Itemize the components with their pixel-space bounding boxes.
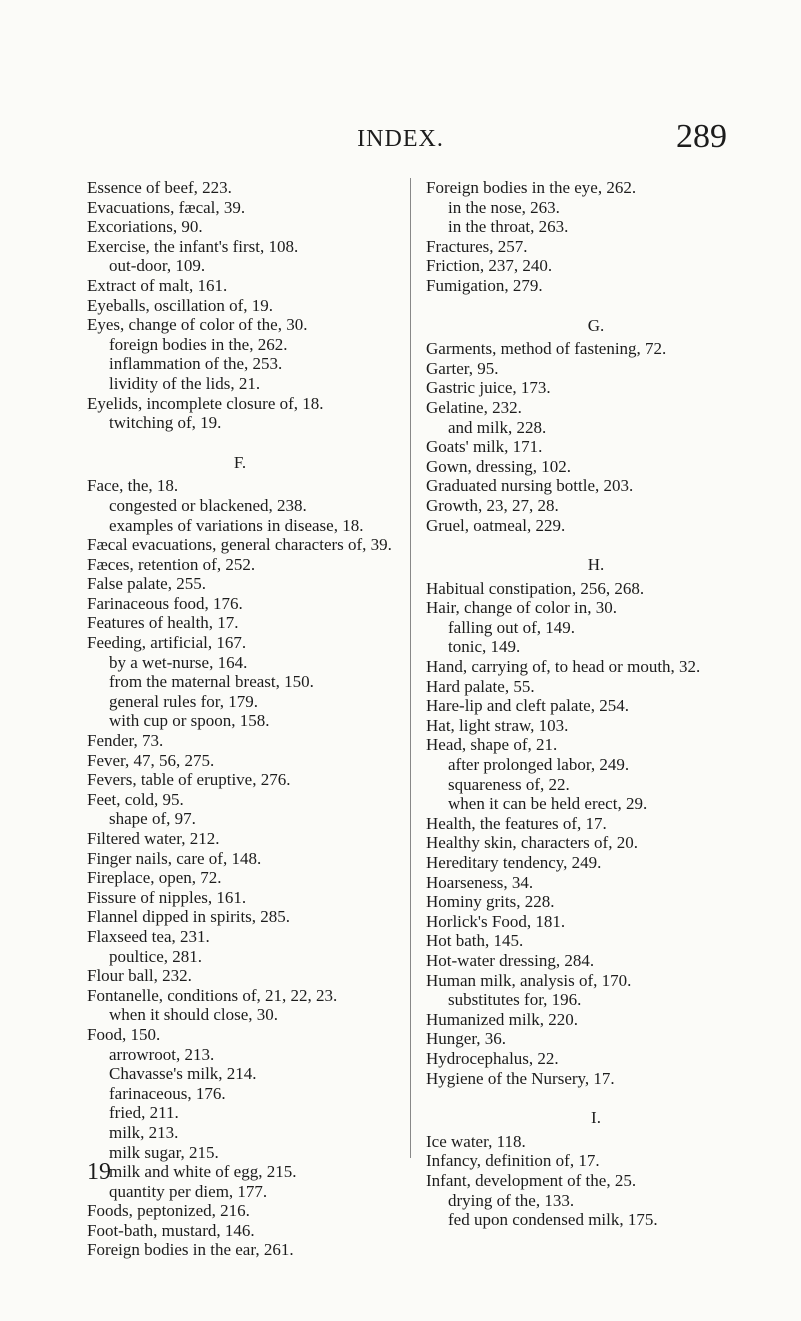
index-entry: Farinaceous food, 176.: [87, 593, 243, 613]
column-divider: [410, 178, 411, 1158]
index-entry: Gelatine, 232.: [426, 397, 522, 417]
index-subentry: quantity per diem, 177.: [109, 1181, 268, 1201]
entries-i: [426, 1132, 766, 1230]
index-entry: Healthy skin, characters of, 20.: [426, 833, 638, 853]
index-entry: Extract of malt, 161.: [87, 275, 228, 295]
signature-mark: 19: [87, 1159, 111, 1185]
index-subentry: farinaceous, 176.: [109, 1083, 226, 1103]
index-entry: Feeding, artificial, 167.: [87, 633, 247, 653]
entries-e: [87, 178, 393, 433]
index-subentry: Chavasse's milk, 214.: [109, 1064, 257, 1084]
section-letter-i: I.: [591, 1108, 601, 1128]
index-entry: Hominy grits, 228.: [426, 892, 555, 912]
section-letter-g: G.: [587, 315, 605, 335]
index-subentry: when it can be held erect, 29.: [448, 794, 648, 814]
entries-f: [87, 476, 393, 1260]
index-entry: Infant, development of the, 25.: [426, 1170, 637, 1190]
index-entry: Feet, cold, 95.: [87, 789, 184, 809]
index-entry: Hard palate, 55.: [426, 676, 535, 696]
index-entry: Health, the features of, 17.: [426, 813, 607, 833]
index-subentry: twitching of, 19.: [109, 413, 222, 433]
index-subentry: general rules for, 179.: [109, 691, 258, 711]
index-entry: Fireplace, open, 72.: [87, 868, 222, 888]
index-entry: Flannel dipped in spirits, 285.: [87, 907, 291, 927]
index-subentry: and milk, 228.: [448, 417, 547, 437]
index-entry: Filtered water, 212.: [87, 829, 220, 848]
index-entry: Fissure of nipples, 161.: [87, 887, 247, 907]
index-entry: Infancy, definition of, 17.: [426, 1151, 600, 1171]
index-entry: Flaxseed tea, 231.: [87, 926, 210, 946]
index-entry: Hare-lip and cleft palate, 254.: [426, 696, 629, 716]
index-subentry: foreign bodies in the, 262.: [109, 334, 288, 354]
index-entry: Hereditary tendency, 249.: [426, 853, 602, 872]
index-entry: Hygiene of the Nursery, 17.: [426, 1068, 615, 1088]
index-subentry: milk and white of egg, 215.: [109, 1162, 297, 1182]
index-subentry: substitutes for, 196.: [448, 990, 582, 1010]
index-entry: Fever, 47, 56, 275.: [87, 750, 215, 770]
index-subentry: examples of variations in disease, 18.: [109, 515, 364, 535]
index-entry: Excoriations, 90.: [87, 217, 203, 237]
entries-h: [426, 579, 766, 1088]
index-entry: Hand, carrying of, to head or mouth, 32.: [426, 657, 701, 677]
index-entry: Foods, peptonized, 216.: [87, 1201, 250, 1221]
index-entry: Garments, method of fastening, 72.: [426, 339, 667, 359]
index-entry: Eyes, change of color of the, 30.: [87, 315, 308, 335]
index-entry: Foreign bodies in the ear, 261.: [87, 1240, 294, 1260]
entries-g: [426, 339, 766, 535]
index-entry: Hydrocephalus, 22.: [426, 1048, 559, 1068]
index-entry: Exercise, the infant's first, 108.: [87, 236, 299, 256]
index-entry: Human milk, analysis of, 170.: [426, 970, 632, 990]
index-entry: Face, the, 18.: [87, 476, 179, 496]
index-entry: Garter, 95.: [426, 358, 499, 378]
index-entry: Fæcal evacuations, general characters of, 39.: [87, 535, 392, 555]
index-entry: Hat, light straw, 103.: [426, 715, 569, 735]
index-subentry: shape of, 97.: [109, 809, 196, 829]
index-subentry: lividity of the lids, 21.: [109, 373, 261, 393]
index-subentry: squareness of, 22.: [448, 774, 570, 794]
index-entry: Habitual constipation, 256, 268.: [426, 578, 645, 598]
index-entry: Foreign bodies in the eye, 262.: [426, 178, 637, 197]
index-subentry: fried, 211.: [109, 1103, 179, 1123]
index-subentry: in the nose, 263.: [448, 197, 560, 217]
index-subentry: inflammation of the, 253.: [109, 354, 283, 374]
index-subentry: tonic, 149.: [448, 637, 521, 657]
index-entry: Evacuations, fæcal, 39.: [87, 197, 246, 217]
index-entry: False palate, 255.: [87, 574, 206, 594]
index-entry: Foot-bath, mustard, 146.: [87, 1220, 255, 1240]
index-entry: Essence of beef, 223.: [87, 178, 232, 197]
index-entry: Head, shape of, 21.: [426, 735, 558, 755]
section-letter-h: H.: [587, 555, 605, 575]
index-subentry: fed upon condensed milk, 175.: [448, 1210, 658, 1230]
index-subentry: when it should close, 30.: [109, 1005, 279, 1025]
index-entry: Hoarseness, 34.: [426, 872, 534, 892]
index-entry: Finger nails, care of, 148.: [87, 848, 262, 868]
index-subentry: arrowroot, 213.: [109, 1044, 215, 1064]
index-entry: Features of health, 17.: [87, 613, 239, 633]
index-subentry: drying of the, 133.: [448, 1190, 575, 1210]
index-entry: Food, 150.: [87, 1024, 161, 1044]
index-entry: Fumigation, 279.: [426, 275, 543, 295]
entries-f-continued: [426, 178, 766, 296]
index-entry: Hot-water dressing, 284.: [426, 950, 595, 970]
index-subentry: milk, 213.: [109, 1122, 179, 1142]
index-entry: Eyelids, incomplete closure of, 18.: [87, 393, 324, 413]
index-entry: Fender, 73.: [87, 731, 164, 751]
index-entry: Hunger, 36.: [426, 1029, 507, 1049]
index-entry: Hot bath, 145.: [426, 931, 524, 951]
left-column: [87, 178, 393, 1260]
index-subentry: by a wet-nurse, 164.: [109, 652, 248, 672]
index-entry: Friction, 237, 240.: [426, 256, 553, 276]
index-entry: Gown, dressing, 102.: [426, 456, 571, 476]
index-subentry: from the maternal breast, 150.: [109, 672, 314, 692]
index-entry: Flour ball, 232.: [87, 966, 192, 986]
page-number: 289: [676, 118, 727, 155]
index-subentry: congested or blackened, 238.: [109, 495, 307, 515]
right-column: [426, 178, 766, 1230]
index-entry: Gruel, oatmeal, 229.: [426, 515, 566, 535]
index-subentry: in the throat, 263.: [448, 217, 569, 237]
index-entry: Goats' milk, 171.: [426, 437, 543, 457]
index-entry: Hair, change of color in, 30.: [426, 598, 617, 618]
index-entry: Graduated nursing bottle, 203.: [426, 476, 634, 496]
index-subentry: out-door, 109.: [109, 256, 206, 276]
index-entry: Growth, 23, 27, 28.: [426, 495, 559, 515]
index-entry: Ice water, 118.: [426, 1131, 526, 1151]
index-subentry: with cup or spoon, 158.: [109, 711, 270, 731]
index-entry: Horlick's Food, 181.: [426, 911, 566, 931]
section-letter-f: F.: [233, 452, 247, 472]
index-entry: Fevers, table of eruptive, 276.: [87, 770, 291, 790]
index-entry: Humanized milk, 220.: [426, 1009, 579, 1029]
index-entry: Eyeballs, oscillation of, 19.: [87, 295, 274, 315]
index-entry: Gastric juice, 173.: [426, 378, 551, 398]
index-subentry: poultice, 281.: [109, 946, 203, 966]
index-entry: Fractures, 257.: [426, 236, 528, 256]
index-subentry: after prolonged labor, 249.: [448, 755, 630, 775]
index-subentry: falling out of, 149.: [448, 617, 576, 637]
index-subentry: milk sugar, 215.: [109, 1142, 219, 1162]
index-entry: Fæces, retention of, 252.: [87, 554, 256, 574]
page-title: INDEX.: [357, 126, 444, 152]
index-entry: Fontanelle, conditions of, 21, 22, 23.: [87, 985, 338, 1005]
